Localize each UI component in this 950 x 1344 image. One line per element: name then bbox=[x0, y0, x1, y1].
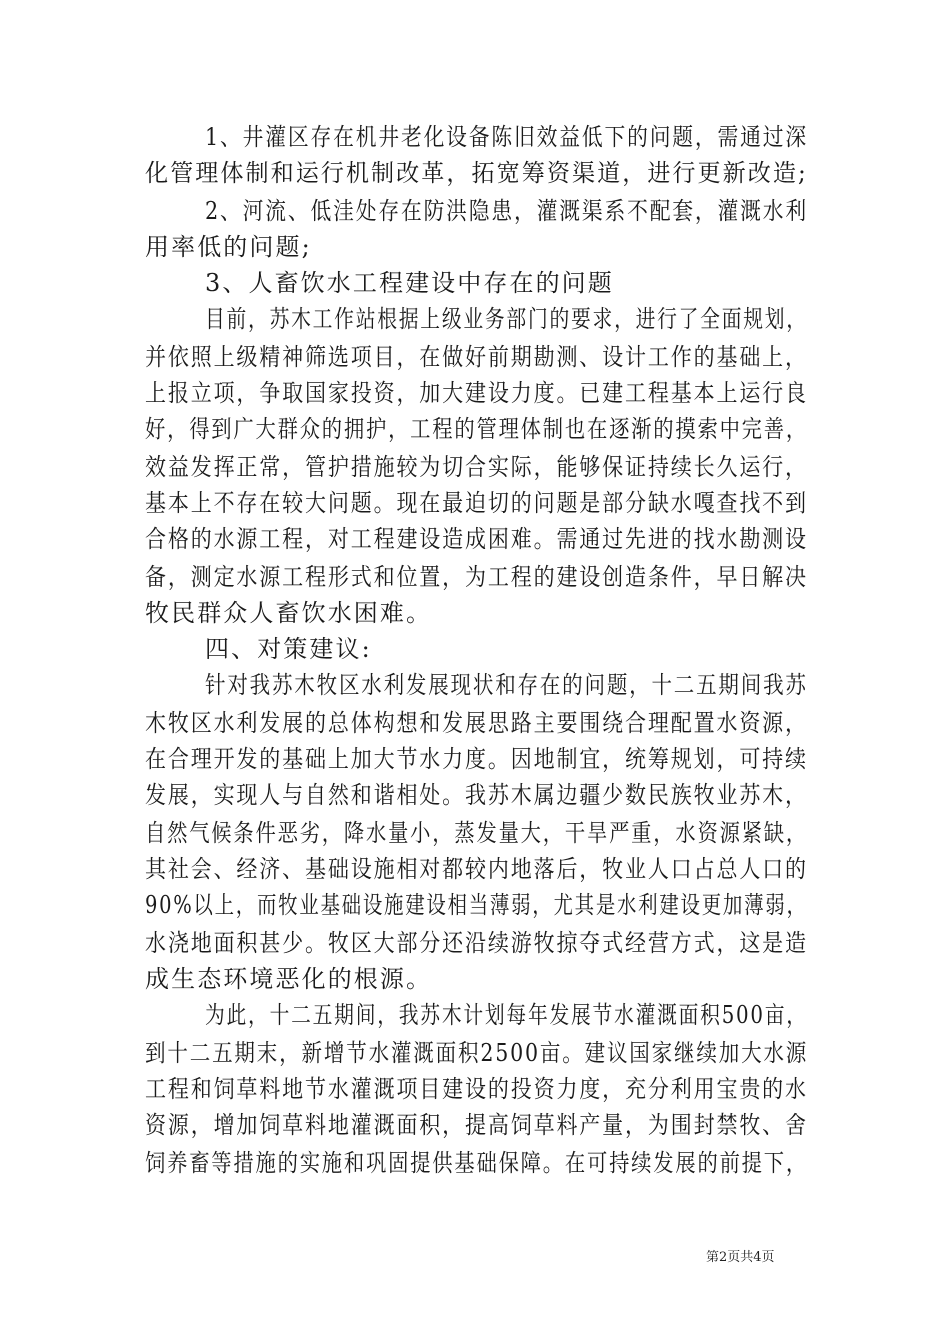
text-line: 其社会、经济、基础设施相对都较内地落后，牧业人口占总人口的 bbox=[145, 855, 808, 883]
text-line: 工程和饲草料地节水灌溉项目建设的投资力度，充分利用宝贵的水 bbox=[145, 1075, 808, 1103]
text-line: 在合理开发的基础上加大节水力度。因地制宜，统筹规划，可持续 bbox=[145, 745, 808, 773]
text-line: 目前，苏木工作站根据上级业务部门的要求，进行了全面规划， bbox=[205, 305, 808, 333]
text-line: 基本上不存在较大问题。现在最迫切的问题是部分缺水嘎查找不到 bbox=[145, 489, 808, 517]
text-line: 水浇地面积甚少。牧区大部分还沿续游牧掠夺式经营方式，这是造 bbox=[145, 929, 808, 957]
text-line: 自然气候条件恶劣，降水量小，蒸发量大，干旱严重，水资源紧缺， bbox=[145, 819, 808, 847]
text-line: 饲养畜等措施的实施和巩固提供基础保障。在可持续发展的前提下， bbox=[145, 1149, 808, 1177]
text-line: 2、河流、低洼处存在防洪隐患，灌溉渠系不配套，灌溉水利 bbox=[205, 197, 808, 225]
text-line: 好，得到广大群众的拥护，工程的管理体制也在逐渐的摸索中完善， bbox=[145, 415, 808, 443]
text-line: 资源，增加饲草料地灌溉面积，提高饲草料产量，为围封禁牧、舍 bbox=[145, 1111, 808, 1139]
text-line: 上报立项，争取国家投资，加大建设力度。已建工程基本上运行良 bbox=[145, 379, 808, 407]
text-line: 90%以上，而牧业基础设施建设相当薄弱，尤其是水利建设更加薄弱， bbox=[145, 891, 808, 919]
text-line: 为此，十二五期间，我苏木计划每年发展节水灌溉面积500亩， bbox=[205, 1001, 808, 1029]
text-line: 木牧区水利发展的总体构想和发展思路主要围绕合理配置水资源， bbox=[145, 709, 808, 737]
section-heading: 四、对策建议: bbox=[205, 635, 372, 663]
text-line: 备，测定水源工程形式和位置，为工程的建设创造条件，早日解决 bbox=[145, 563, 808, 591]
text-line: 3、人畜饮水工程建设中存在的问题 bbox=[205, 269, 614, 297]
text-line: 牧民群众人畜饮水困难。 bbox=[145, 599, 433, 627]
text-line: 用率低的问题; bbox=[145, 233, 312, 261]
text-line: 针对我苏木牧区水利发展现状和存在的问题，十二五期间我苏 bbox=[205, 671, 808, 699]
text-line: 成生态环境恶化的根源。 bbox=[145, 965, 433, 993]
text-line: 化管理体制和运行机制改革，拓宽筹资渠道，进行更新改造; bbox=[145, 159, 808, 187]
text-line: 并依照上级精神筛选项目，在做好前期勘测、设计工作的基础上， bbox=[145, 343, 808, 371]
text-line: 效益发挥正常，管护措施较为切合实际，能够保证持续长久运行， bbox=[145, 453, 808, 481]
text-line: 合格的水源工程，对工程建设造成困难。需通过先进的找水勘测设 bbox=[145, 525, 808, 553]
page-number-footer: 第2页共4页 bbox=[706, 1250, 775, 1265]
text-line: 到十二五期末，新增节水灌溉面积2500亩。建议国家继续加大水源 bbox=[145, 1039, 809, 1067]
text-line: 1、井灌区存在机井老化设备陈旧效益低下的问题，需通过深 bbox=[205, 123, 808, 151]
text-line: 发展，实现人与自然和谐相处。我苏木属边疆少数民族牧业苏木， bbox=[145, 781, 808, 809]
